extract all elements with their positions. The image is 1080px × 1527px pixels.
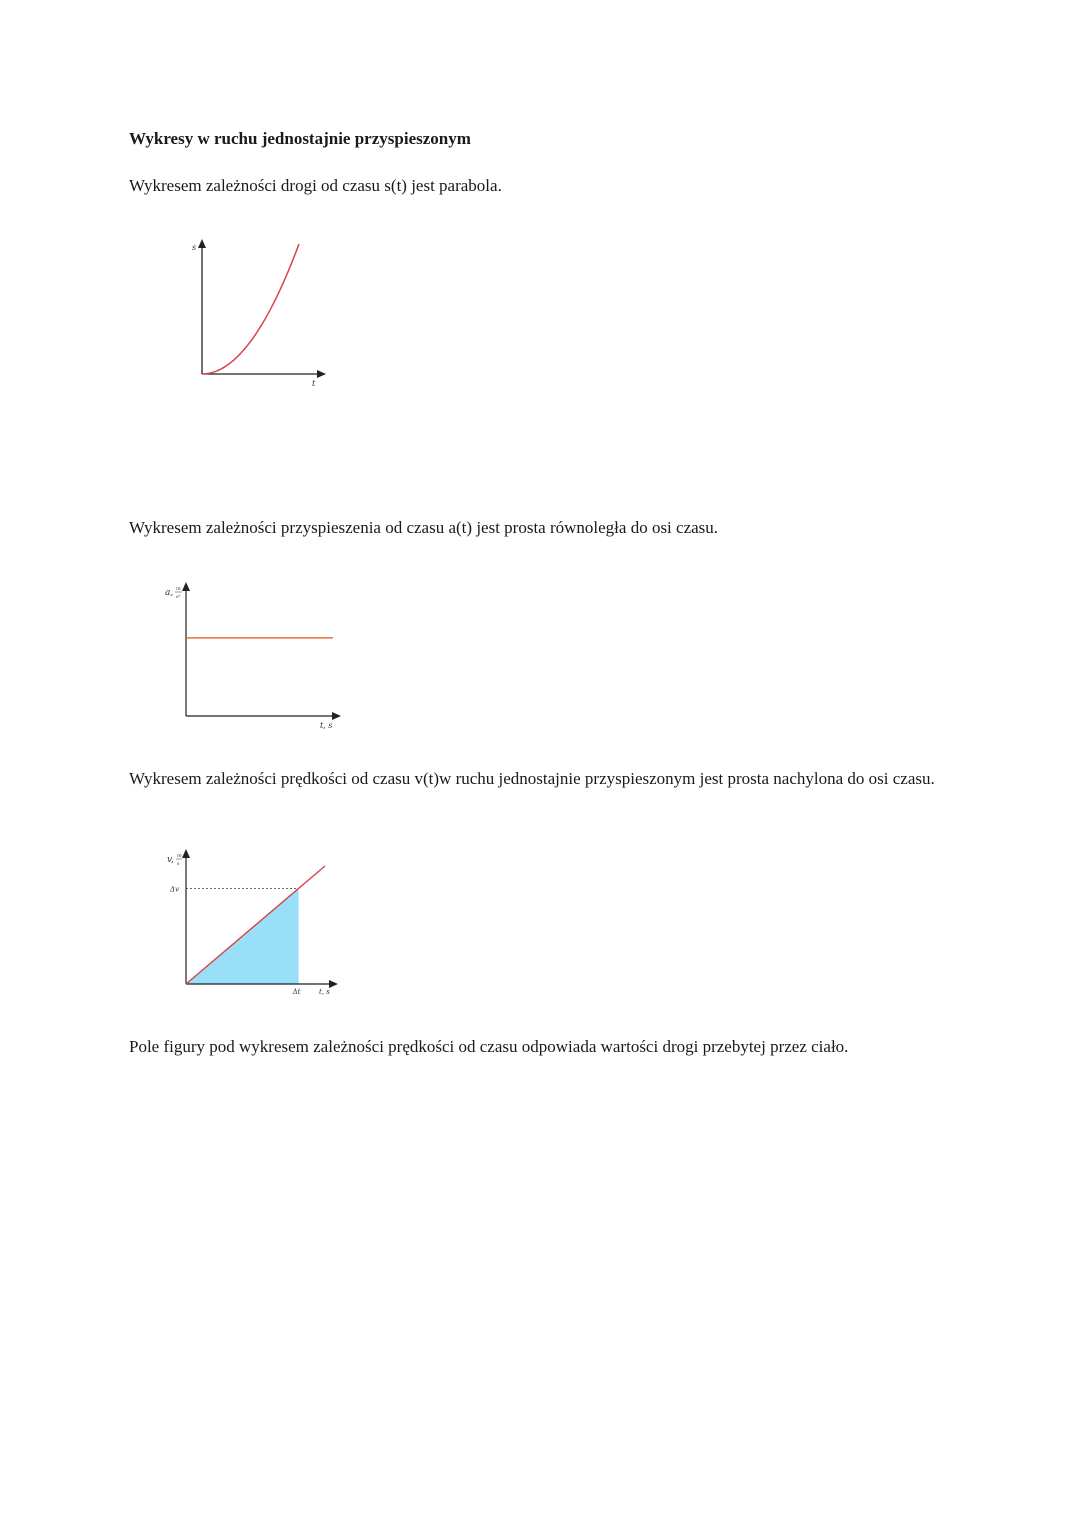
chart-acceleration-time [160, 578, 350, 733]
y-axis-label-unit-num: m [177, 853, 182, 859]
paragraph-acceleration-time: Wykresem zależności przyspieszenia od czasu a(t) jest prosta równoległa do osi czasu. [129, 518, 719, 537]
chart-velocity-time [160, 845, 350, 1000]
y-axis-label-unit-den: s² [176, 594, 181, 600]
series-line-s-t [202, 244, 299, 374]
y-axis-arrow [182, 582, 190, 591]
y-axis-label-main: a, [165, 588, 174, 598]
paragraph-area-meaning: Pole figury pod wykresem zależności prędkości od czasu odpowiada wartości drogi przebytej przez ciało. [129, 1037, 849, 1056]
y-axis-label-main: v, [167, 855, 174, 865]
x-axis-label: t, s [319, 988, 330, 996]
delta-v-label: Δv [170, 885, 180, 894]
chart-distance-time [185, 236, 330, 391]
paragraph-distance-time: Wykresem zależności drogi od czasu s(t) jest parabola. [129, 176, 502, 195]
y-axis-arrow [182, 849, 190, 858]
paragraph-velocity-time: Wykresem zależności prędkości od czasu v(t)w ruchu jednostajnie przyspieszonym jest prosta nachylona do osi czasu. [129, 769, 935, 788]
delta-t-label: Δt [292, 988, 301, 996]
x-axis-arrow [317, 370, 326, 378]
x-axis-arrow [332, 712, 341, 720]
page-title: Wykresy w ruchu jednostajnie przyspieszonym [129, 129, 471, 148]
x-axis-arrow [329, 980, 338, 988]
x-axis-label: t [312, 379, 316, 388]
y-axis-label: s [192, 243, 197, 252]
y-axis-arrow [198, 239, 206, 248]
y-axis-label-unit-num: m [176, 586, 181, 592]
y-axis-label-unit-den: s [177, 861, 180, 867]
x-axis-label: t, s [320, 721, 333, 730]
